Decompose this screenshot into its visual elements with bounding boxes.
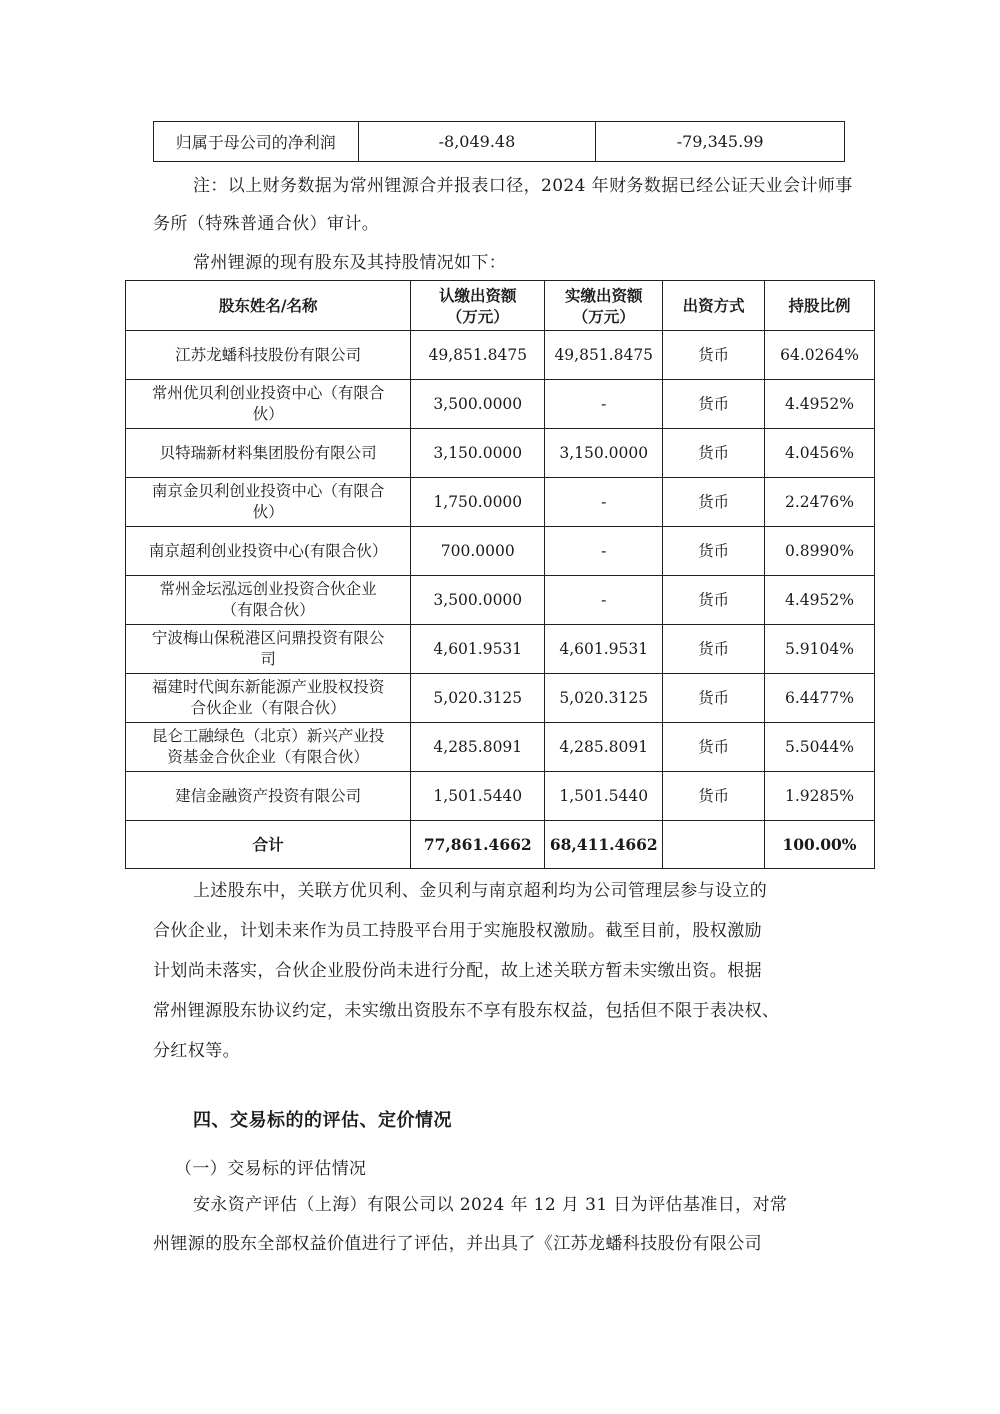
table-row — [126, 576, 875, 625]
subscribed-amount: 5,020.3125 — [411, 674, 545, 723]
table-row — [126, 527, 875, 576]
contribution-method: 货币 — [663, 576, 765, 625]
shareholder-name-line1: 福建时代闽东新能源产业股权投资 — [151, 678, 385, 696]
paid-amount: 5,020.3125 — [545, 674, 663, 723]
subscribed-amount: 3,500.0000 — [411, 576, 545, 625]
paragraph-line-2: 合伙企业，计划未来作为员工持股平台用于实施股权激励。截至目前，股权激励 — [153, 921, 762, 941]
subscribed-amount: 49,851.8475 — [411, 331, 545, 380]
shareholder-name-line2: 资基金合伙企业（有限合伙） — [167, 748, 369, 766]
paragraph-line-3: 计划尚未落实，合伙企业股份尚未进行分配，故上述关联方暂未实缴出资。根据 — [153, 961, 762, 981]
contribution-method: 货币 — [663, 429, 765, 478]
shareholder-name-line1: 昆仑工融绿色（北京）新兴产业投 — [151, 727, 385, 745]
shareholder-name-line1: 贝特瑞新材料集团股份有限公司 — [159, 443, 377, 462]
net-profit-value-1: -8,049.48 — [358, 122, 596, 162]
shareholder-name — [126, 380, 411, 429]
holding-ratio: 4.4952% — [765, 576, 875, 625]
total-row — [126, 821, 875, 869]
shareholder-name-line2: 伙） — [252, 503, 284, 521]
table-row — [126, 478, 875, 527]
net-profit-value-2: -79,345.99 — [596, 122, 845, 162]
subscribed-amount: 700.0000 — [411, 527, 545, 576]
section-heading: 四、交易标的的评估、定价情况 — [193, 1110, 452, 1131]
paid-amount: 1,501.5440 — [545, 772, 663, 821]
shareholder-name-line2: 伙） — [252, 405, 284, 423]
subscribed-amount: 1,750.0000 — [411, 478, 545, 527]
note-line-2: 务所（特殊普通合伙）审计。 — [153, 214, 380, 234]
table-row — [154, 122, 845, 162]
net-profit-table — [153, 121, 845, 162]
subscribed-amount: 3,150.0000 — [411, 429, 545, 478]
total-method — [663, 821, 765, 869]
total-paid: 68,411.4662 — [545, 821, 663, 869]
total-label: 合计 — [126, 821, 411, 869]
shareholder-name — [126, 625, 411, 674]
header-paid-line1: 实缴出资额 — [564, 285, 643, 305]
shareholder-name — [126, 331, 411, 380]
table-row — [126, 380, 875, 429]
contribution-method: 货币 — [663, 380, 765, 429]
paragraph-line-4: 常州锂源股东协议约定，未实缴出资股东不享有股东权益，包括但不限于表决权、 — [153, 1001, 780, 1021]
shareholder-name-line1: 江苏龙蟠科技股份有限公司 — [175, 345, 362, 364]
shareholder-name-line1: 南京超利创业投资中心(有限合伙） — [148, 541, 388, 560]
shareholder-table — [125, 280, 875, 869]
note-line-1: 注：以上财务数据为常州锂源合并报表口径，2024 年财务数据已经公证天业会计师事 — [193, 176, 853, 196]
table-row — [126, 723, 875, 772]
contribution-method: 货币 — [663, 772, 765, 821]
subsection-heading: （一）交易标的评估情况 — [175, 1159, 367, 1179]
header-subscribed — [411, 281, 545, 331]
paid-amount: - — [545, 576, 663, 625]
header-paid — [545, 281, 663, 331]
contribution-method: 货币 — [663, 625, 765, 674]
paid-amount: - — [545, 380, 663, 429]
holding-ratio: 1.9285% — [765, 772, 875, 821]
holding-ratio: 64.0264% — [765, 331, 875, 380]
table-row — [126, 772, 875, 821]
header-subscribed-line2: （万元） — [446, 306, 509, 326]
paid-amount: 4,285.8091 — [545, 723, 663, 772]
contribution-method: 货币 — [663, 674, 765, 723]
header-method: 出资方式 — [663, 281, 765, 331]
subscribed-amount: 4,601.9531 — [411, 625, 545, 674]
paid-amount: - — [545, 527, 663, 576]
total-subscribed: 77,861.4662 — [411, 821, 545, 869]
shareholder-name — [126, 478, 411, 527]
shareholder-name — [126, 772, 411, 821]
holding-ratio: 5.5044% — [765, 723, 875, 772]
shareholder-intro: 常州锂源的现有股东及其持股情况如下： — [193, 253, 507, 273]
holding-ratio: 6.4477% — [765, 674, 875, 723]
header-paid-line2: （万元） — [572, 306, 635, 326]
contribution-method: 货币 — [663, 478, 765, 527]
holding-ratio: 5.9104% — [765, 625, 875, 674]
shareholder-name — [126, 576, 411, 625]
shareholder-name — [126, 429, 411, 478]
eval-line-2: 州锂源的股东全部权益价值进行了评估，并出具了《江苏龙蟠科技股份有限公司 — [153, 1234, 762, 1254]
shareholder-name-line1: 常州金坛泓远创业投资合伙企业 — [159, 580, 377, 598]
subscribed-amount: 1,501.5440 — [411, 772, 545, 821]
shareholder-name-line2: 司 — [260, 650, 276, 668]
table-row — [126, 331, 875, 380]
subscribed-amount: 4,285.8091 — [411, 723, 545, 772]
shareholder-name-line1: 建信金融资产投资有限公司 — [175, 786, 362, 805]
shareholder-name-line1: 南京金贝利创业投资中心（有限合 — [151, 482, 385, 500]
contribution-method: 货币 — [663, 723, 765, 772]
net-profit-label: 归属于母公司的净利润 — [154, 122, 359, 162]
total-ratio: 100.00% — [765, 821, 875, 869]
header-subscribed-line1: 认缴出资额 — [439, 285, 517, 305]
holding-ratio: 4.0456% — [765, 429, 875, 478]
contribution-method: 货币 — [663, 527, 765, 576]
shareholder-name-line2: （有限合伙） — [221, 601, 315, 619]
paid-amount: 3,150.0000 — [545, 429, 663, 478]
shareholder-name-line2: 合伙企业（有限合伙） — [190, 699, 346, 717]
holding-ratio: 2.2476% — [765, 478, 875, 527]
subscribed-amount: 3,500.0000 — [411, 380, 545, 429]
paid-amount: 49,851.8475 — [545, 331, 663, 380]
paragraph-line-1: 上述股东中，关联方优贝利、金贝利与南京超利均为公司管理层参与设立的 — [193, 881, 768, 901]
header-ratio: 持股比例 — [765, 281, 875, 331]
paid-amount: 4,601.9531 — [545, 625, 663, 674]
contribution-method: 货币 — [663, 331, 765, 380]
table-row — [126, 674, 875, 723]
eval-line-1: 安永资产评估（上海）有限公司以 2024 年 12 月 31 日为评估基准日，对常 — [193, 1195, 788, 1215]
table-row — [126, 429, 875, 478]
paragraph-line-5: 分红权等。 — [153, 1041, 240, 1061]
holding-ratio: 0.8990% — [765, 527, 875, 576]
table-header-row — [126, 281, 875, 331]
shareholder-name-line1: 常州优贝利创业投资中心（有限合 — [151, 384, 385, 402]
shareholder-name — [126, 723, 411, 772]
table-row — [126, 625, 875, 674]
shareholder-name — [126, 674, 411, 723]
shareholder-name — [126, 527, 411, 576]
paid-amount: - — [545, 478, 663, 527]
shareholder-name-line1: 宁波梅山保税港区问鼎投资有限公 — [151, 629, 385, 647]
holding-ratio: 4.4952% — [765, 380, 875, 429]
header-name: 股东姓名/名称 — [126, 281, 411, 331]
